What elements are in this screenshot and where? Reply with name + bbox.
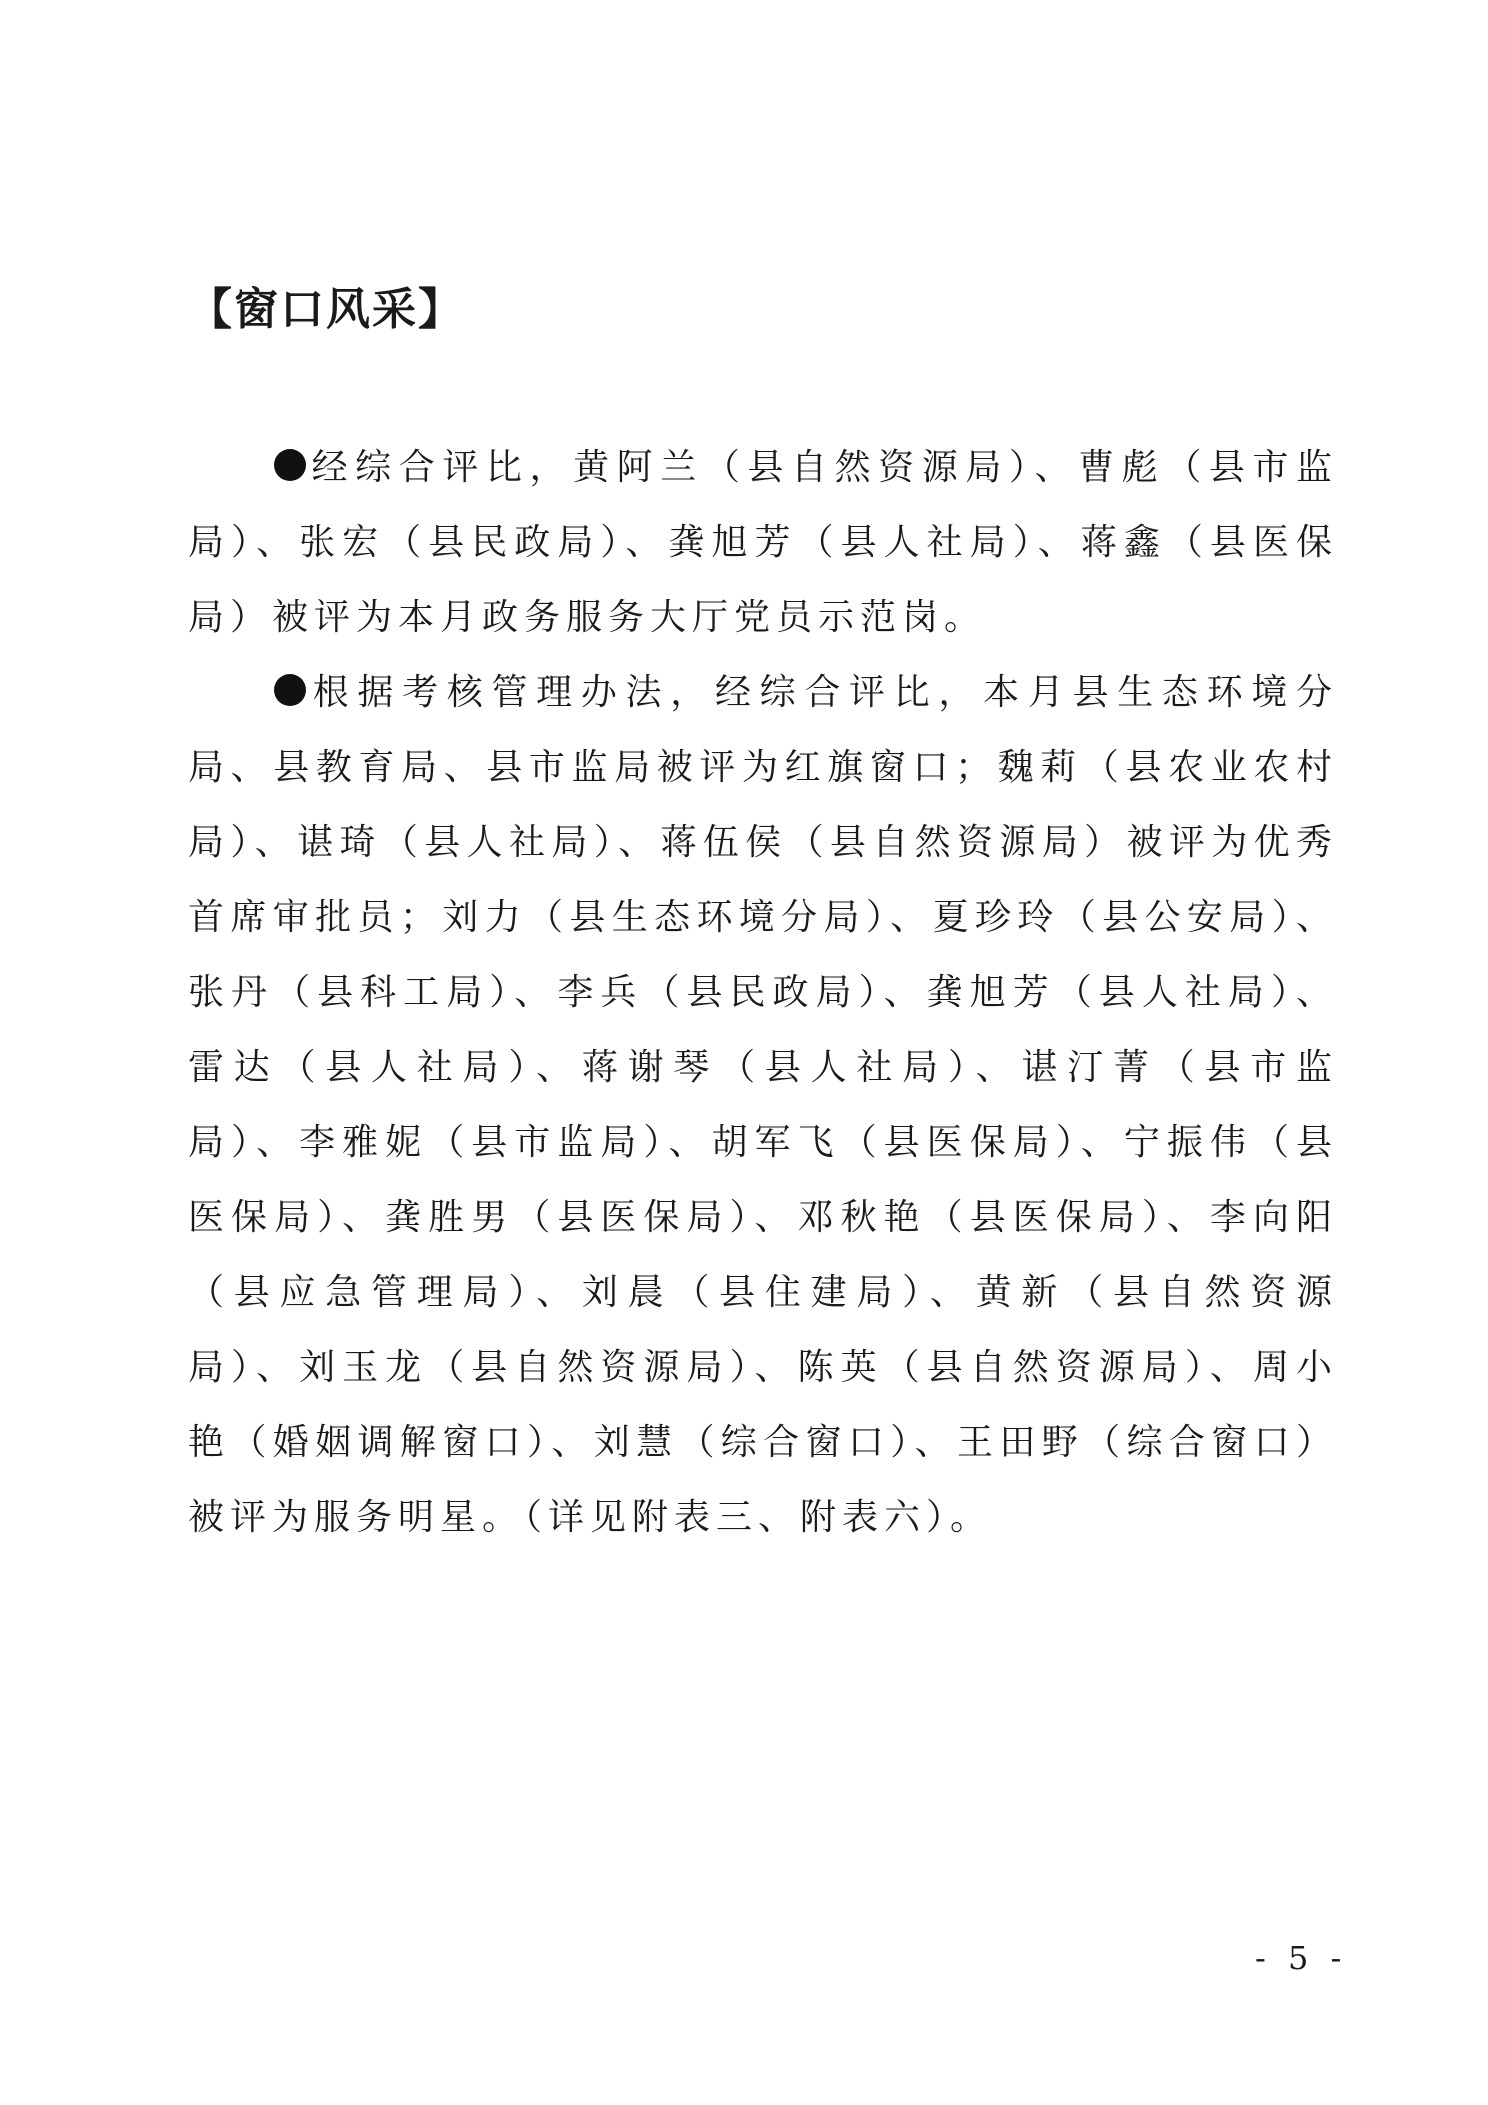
bullet-icon [272,672,310,708]
page-number: - 5 - [1255,1939,1348,1977]
paragraph-service-awards [188,655,1338,1555]
section-heading: 【窗口风采】 [188,284,464,335]
paragraph-text: 经综合评比，黄阿兰（县自然资源局）、曹彪（县市监局）、张宏（县民政局）、龚旭芳（县人社局）、蒋鑫（县医保局）被评为本月政务服务大厅党员示范岗。 [188,447,1338,638]
paragraph-party-model-posts [188,430,1338,655]
document-body [188,430,1338,1555]
bullet-icon [272,447,310,483]
paragraph-text: 根据考核管理办法，经综合评比，本月县生态环境分局、县教育局、县市监局被评为红旗窗口；魏莉（县农业农村局）、谌琦（县人社局）、蒋伍侯（县自然资源局）被评为优秀首席审批员；刘力（县生态环境分局）、夏珍玲（县公安局）、张丹（县科工局）、李兵（县民政局）、龚旭芳（县人社局）、雷达（县人社局）、蒋谢琴（县人社局）、谌汀菁（县市监局）、李雅妮（县市监局）、胡军飞（县医保局）、宁振伟（县医保局）、龚胜男（县医保局）、邓秋艳（县医保局）、李向阳（县应急管理局）、刘晨（县住建局）、黄新（县自然资源局）、刘玉龙（县自然资源局）、陈英（县自然资源局）、周小艳（婚姻调解窗口）、刘慧（综合窗口）、王田野（综合窗口）被评为服务明星。（详见附表三、附表六）。 [188,672,1338,1538]
